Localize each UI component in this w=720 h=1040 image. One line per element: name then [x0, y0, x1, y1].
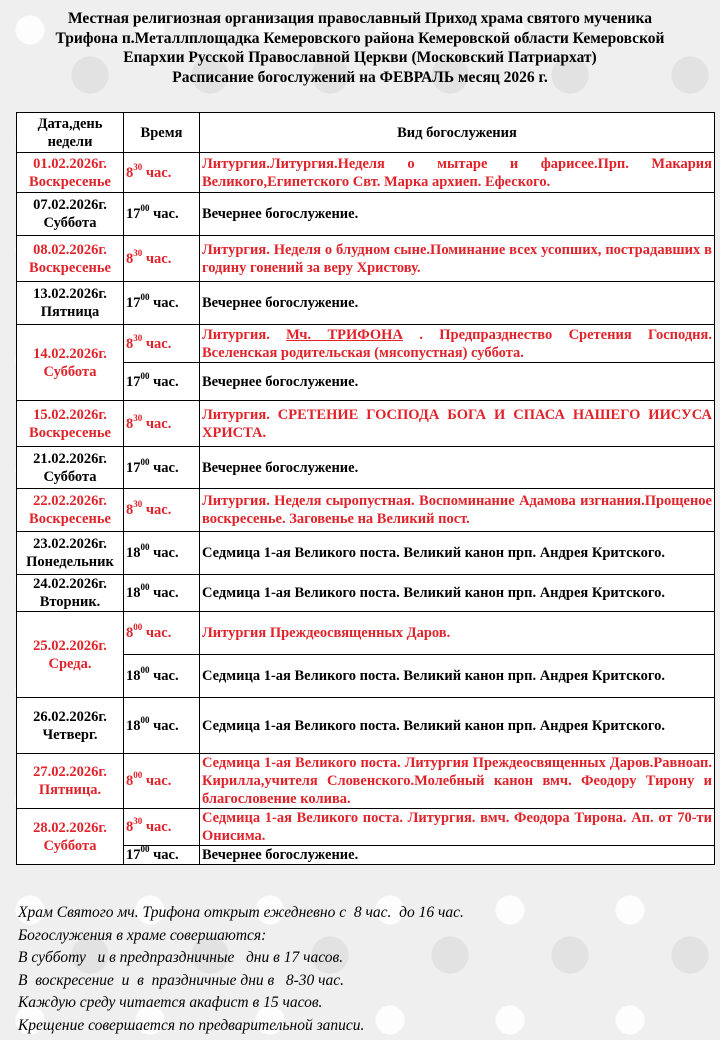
date-value: 26.02.2026г.: [33, 708, 107, 725]
time-minutes: 30: [133, 499, 143, 510]
time-unit: час.: [145, 250, 172, 267]
date-value: 24.02.2026г.: [33, 576, 107, 592]
col-header-date: Дата,день недели: [17, 113, 124, 153]
time-hour: 18: [126, 585, 141, 601]
col-header-type: Вид богослужения: [200, 113, 715, 153]
service-description: Вечернее богослужение.: [200, 846, 715, 865]
time-hour: 8: [126, 335, 134, 352]
table-row: [17, 575, 715, 612]
weekday: Воскресенье: [29, 173, 111, 190]
table-row: [17, 153, 715, 193]
time-unit: час.: [153, 459, 179, 476]
date-value: 13.02.2026г.: [33, 286, 107, 302]
time-minutes: 00: [140, 456, 150, 467]
service-time: [124, 575, 200, 612]
service-date: [17, 193, 124, 236]
date-value: 15.02.2026г.: [33, 406, 107, 423]
footer-line-4: В воскресение и в праздничные дни в 8-30 час.: [18, 971, 345, 989]
service-description: Вечернее богослужение.: [200, 282, 715, 325]
service-time: [124, 655, 200, 698]
service-description: Литургия. Неделя сыропустная. Воспоминание Адамова изгнания.Прощеное воскресенье. Заговенье на Великий пост.: [200, 489, 715, 532]
time-hour: 17: [126, 206, 141, 222]
weekday: Суббота: [43, 468, 97, 485]
date-value: 14.02.2026г.: [33, 345, 107, 362]
service-date: [17, 282, 124, 325]
service-description: Литургия. Неделя о блудном сыне.Поминание всех усопших, пострадавших в годину гонений за веру Христову.: [200, 236, 715, 282]
service-date: [17, 325, 124, 401]
table-row: [17, 236, 715, 282]
service-time: [124, 754, 200, 809]
time-unit: час.: [145, 819, 172, 835]
service-date: [17, 401, 124, 447]
time-minutes: 30: [133, 247, 143, 258]
time-hour: 8: [126, 415, 134, 432]
table-row: [17, 193, 715, 236]
service-description: Седмица 1-ая Великого поста. Великий канон прп. Андрея Критского.: [200, 698, 715, 754]
service-date: [17, 809, 124, 865]
date-value: 22.02.2026г.: [33, 493, 107, 509]
time-unit: час.: [153, 206, 179, 222]
footer-line-3: В субботу и в предпраздничные дни в 17 часов.: [18, 949, 344, 966]
service-description: Литургия. СРЕТЕНИЕ ГОСПОДА БОГА И СПАСА НАШЕГО ИИСУСА ХРИСТА.: [200, 401, 715, 447]
time-hour: 17: [126, 295, 141, 311]
time-unit: час.: [145, 773, 172, 789]
service-time: [124, 447, 200, 489]
date-value: 21.02.2026г.: [33, 450, 107, 467]
service-time: [124, 193, 200, 236]
time-unit: час.: [153, 717, 179, 734]
table-row: [17, 754, 715, 809]
service-time: [124, 809, 200, 846]
time-minutes: 30: [133, 161, 143, 172]
time-unit: час.: [153, 847, 179, 863]
time-hour: 8: [126, 819, 134, 835]
table-row: [17, 532, 715, 575]
service-description: Седмица 1-ая Великого поста. Великий канон прп. Андрея Критского.: [200, 575, 715, 612]
header-line-4: Расписание богослужений на ФЕВРАЛЬ месяц 2026 г.: [172, 68, 548, 86]
date-value: 01.02.2026г.: [33, 155, 107, 172]
document-header: [10, 9, 710, 87]
time-minutes: 00: [140, 370, 150, 381]
weekday: Среда.: [48, 655, 92, 672]
time-hour: 17: [126, 847, 141, 863]
service-date: [17, 575, 124, 612]
date-value: 28.02.2026г.: [33, 819, 107, 836]
service-description: Вечернее богослужение.: [200, 363, 715, 401]
time-unit: час.: [145, 625, 172, 641]
time-unit: час.: [145, 164, 172, 181]
service-date: [17, 698, 124, 754]
table-row: [17, 401, 715, 447]
header-line-1: Местная религиозная организация православный Приход храма святого мученика: [67, 10, 652, 27]
service-description: Вечернее богослужение.: [200, 447, 715, 489]
schedule-table: [16, 112, 715, 865]
weekday: Суббота: [43, 363, 97, 380]
service-description: Седмица 1-ая Великого поста. Литургия Преждеосвященных Даров.Равноап. Кирилла,учителя Словенского.Молебный канон вмч. Феодору Тирону и благословение колива.: [200, 754, 715, 809]
time-minutes: 00: [140, 203, 150, 214]
description-part: . Предпразднество Сретения Господня. Вселенская родительская (мясопустная) суббота.: [202, 326, 712, 361]
time-minutes: 00: [140, 582, 150, 593]
date-value: 23.02.2026г.: [33, 536, 107, 552]
service-time: [124, 401, 200, 447]
time-hour: 17: [126, 373, 141, 390]
footer-line-6: Крещение совершается по предварительной записи.: [18, 1016, 365, 1034]
time-unit: час.: [145, 502, 172, 518]
service-description: Седмица 1-ая Великого поста. Великий канон прп. Андрея Критского.: [200, 655, 715, 698]
service-description: Седмица 1-ая Великого поста. Литургия. вмч. Феодора Тирона. Ап. от 70-ти Онисима.: [200, 809, 715, 846]
service-date: [17, 153, 124, 193]
time-minutes: 00: [140, 542, 150, 553]
time-minutes: 30: [133, 332, 143, 343]
service-time: [124, 489, 200, 532]
service-date: [17, 754, 124, 809]
footer-line-2: Богослужения в храме совершаются:: [18, 926, 267, 944]
service-description: Вечернее богослужение.: [200, 193, 715, 236]
time-minutes: 00: [140, 292, 150, 303]
table-header-row: [17, 113, 715, 153]
service-date: [17, 489, 124, 532]
table-row: [17, 489, 715, 532]
weekday: Воскресенье: [29, 259, 111, 276]
weekday: Четверг.: [42, 726, 98, 743]
footer-line-1: Храм Святого мч. Трифона открыт ежедневно с 8 час. до 16 час.: [18, 904, 464, 921]
time-hour: 8: [126, 164, 134, 181]
footer-notes: [18, 902, 708, 1037]
col-header-time: Время: [124, 113, 200, 153]
table-row: [17, 809, 715, 846]
date-value: 07.02.2026г.: [33, 197, 107, 213]
time-hour: 8: [126, 625, 134, 641]
time-minutes: 00: [140, 714, 150, 725]
weekday: Суббота: [43, 837, 97, 854]
time-hour: 17: [126, 459, 141, 476]
footer-line-5: Каждую среду читается акафист в 15 часов.: [18, 994, 323, 1011]
header-line-3: Епархии Русской Православной Церкви (Московский Патриархат): [123, 49, 597, 66]
saint-name: Мч. ТРИФОНА: [286, 326, 403, 343]
header-line-2: Трифона п.Металлплощадка Кемеровского района Кемеровской области Кемеровской: [55, 29, 665, 47]
description-part: Литургия.: [202, 326, 270, 343]
service-date: [17, 612, 124, 698]
weekday: Воскресенье: [29, 424, 111, 441]
time-hour: 8: [126, 773, 134, 789]
time-unit: час.: [153, 373, 179, 390]
time-unit: час.: [145, 335, 172, 352]
time-hour: 18: [126, 668, 141, 684]
service-time: [124, 532, 200, 575]
service-time: [124, 612, 200, 655]
time-minutes: 00: [140, 665, 150, 676]
time-minutes: 30: [133, 816, 143, 827]
time-unit: час.: [145, 415, 172, 432]
service-date: [17, 532, 124, 575]
table-row: [17, 325, 715, 363]
service-date: [17, 236, 124, 282]
service-time: [124, 846, 200, 865]
weekday: Вторник.: [39, 594, 101, 610]
service-description: Седмица 1-ая Великого поста. Великий канон прп. Андрея Критского.: [200, 532, 715, 575]
weekday: Воскресенье: [29, 511, 111, 527]
service-description: Литургия Преждеосвященных Даров.: [200, 612, 715, 655]
service-description: [200, 325, 715, 363]
time-unit: час.: [153, 545, 179, 561]
service-time: [124, 282, 200, 325]
time-hour: 18: [126, 717, 141, 734]
weekday: Пятница: [40, 304, 100, 320]
time-hour: 8: [126, 250, 134, 267]
table-row: [17, 698, 715, 754]
table-row: [17, 612, 715, 655]
time-minutes: 00: [140, 844, 150, 855]
service-time: [124, 236, 200, 282]
service-time: [124, 153, 200, 193]
time-unit: час.: [153, 668, 179, 684]
weekday: Пятница.: [38, 782, 102, 798]
service-time: [124, 698, 200, 754]
date-value: 27.02.2026г.: [33, 764, 107, 780]
service-time: [124, 363, 200, 401]
service-time: [124, 325, 200, 363]
time-minutes: 00: [133, 622, 143, 633]
time-unit: час.: [153, 585, 179, 601]
table-row: [17, 282, 715, 325]
service-date: [17, 447, 124, 489]
weekday: Суббота: [43, 215, 97, 231]
time-minutes: 30: [133, 412, 143, 423]
service-description: Литургия.Литургия.Неделя о мытаре и фарисее.Прп. Макария Великого,Египетского Свт. Марка архиеп. Ефеского.: [200, 153, 715, 193]
weekday: Понедельник: [26, 554, 114, 570]
time-unit: час.: [153, 295, 179, 311]
time-minutes: 00: [133, 770, 143, 781]
time-hour: 8: [126, 502, 134, 518]
date-value: 25.02.2026г.: [33, 637, 107, 654]
time-hour: 18: [126, 545, 141, 561]
date-value: 08.02.2026г.: [33, 241, 107, 258]
table-row: [17, 447, 715, 489]
